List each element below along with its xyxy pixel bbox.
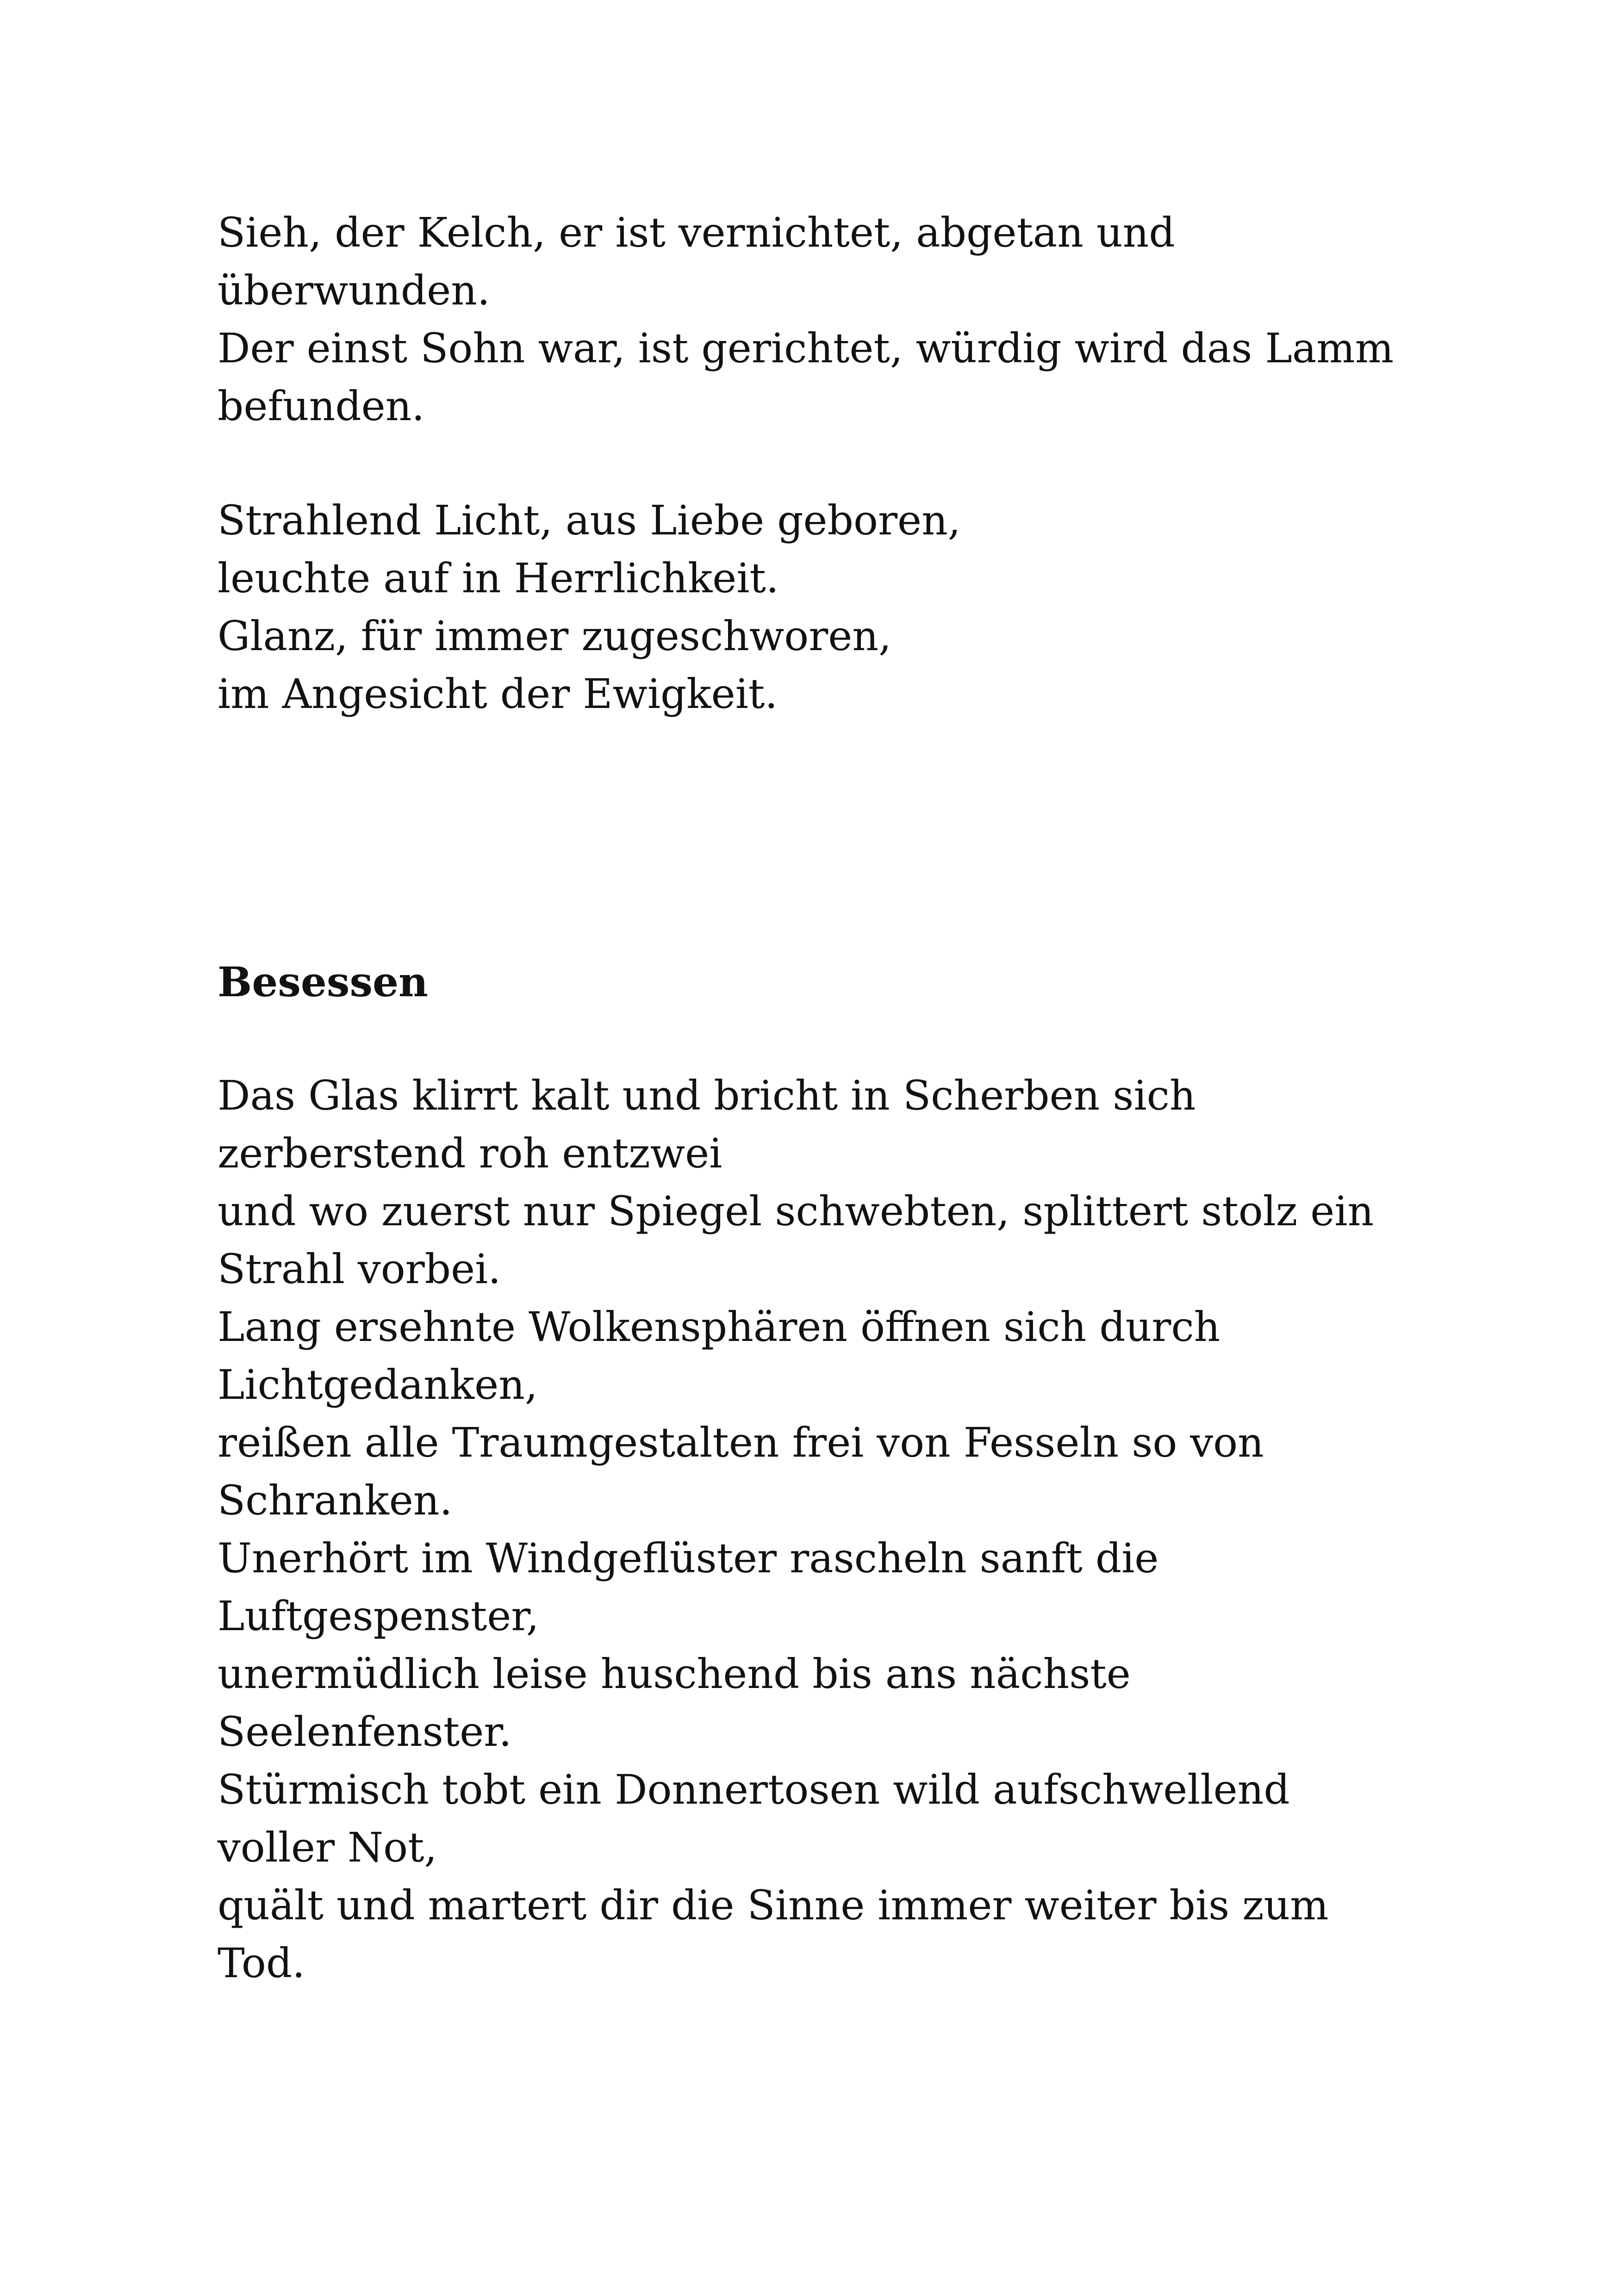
stanza-besessen (218, 1067, 1467, 1992)
verse-line: im Angesicht der Ewigkeit. (218, 670, 778, 718)
stanza-licht (218, 491, 1467, 723)
verse-line: reißen alle Traumgestalten frei von Fesseln so von (218, 1419, 1264, 1466)
verse-line: Tod. (218, 1939, 305, 1987)
verse-line: Strahlend Licht, aus Liebe geboren, (218, 496, 961, 544)
verse-line: und wo zuerst nur Spiegel schwebten, splittert stolz ein (218, 1187, 1374, 1235)
verse-line: leuchte auf in Herrlichkeit. (218, 554, 779, 602)
verse-line: Strahl vorbei. (218, 1245, 501, 1293)
poem-title: Besessen (218, 958, 428, 1006)
verse-line: Sieh, der Kelch, er ist vernichtet, abgetan und (218, 209, 1175, 256)
verse-line: Luftgespenster, (218, 1592, 539, 1640)
verse-line: überwunden. (218, 267, 490, 314)
verse-line: Das Glas klirrt kalt und bricht in Scherben sich (218, 1072, 1196, 1119)
verse-line: Stürmisch tobt ein Donnertosen wild aufschwellend (218, 1766, 1290, 1813)
verse-line: Unerhört im Windgeflüster rascheln sanft die (218, 1534, 1159, 1582)
stanza-kelch (218, 204, 1467, 435)
verse-line: Glanz, für immer zugeschworen, (218, 612, 891, 660)
verse-line: quält und martert dir die Sinne immer weiter bis zum (218, 1881, 1329, 1929)
verse-line: Schranken. (218, 1477, 453, 1524)
verse-line: voller Not, (218, 1824, 437, 1871)
verse-line: zerberstend roh entzwei (218, 1129, 722, 1177)
verse-line: Lang ersehnte Wolkensphären öffnen sich durch (218, 1303, 1220, 1351)
verse-line: Lichtgedanken, (218, 1361, 538, 1409)
verse-line: unermüdlich leise huschend bis ans nächste (218, 1650, 1131, 1698)
verse-line: Seelenfenster. (218, 1708, 512, 1756)
verse-line: befunden. (218, 382, 425, 430)
verse-line: Der einst Sohn war, ist gerichtet, würdig wird das Lamm (218, 324, 1394, 372)
